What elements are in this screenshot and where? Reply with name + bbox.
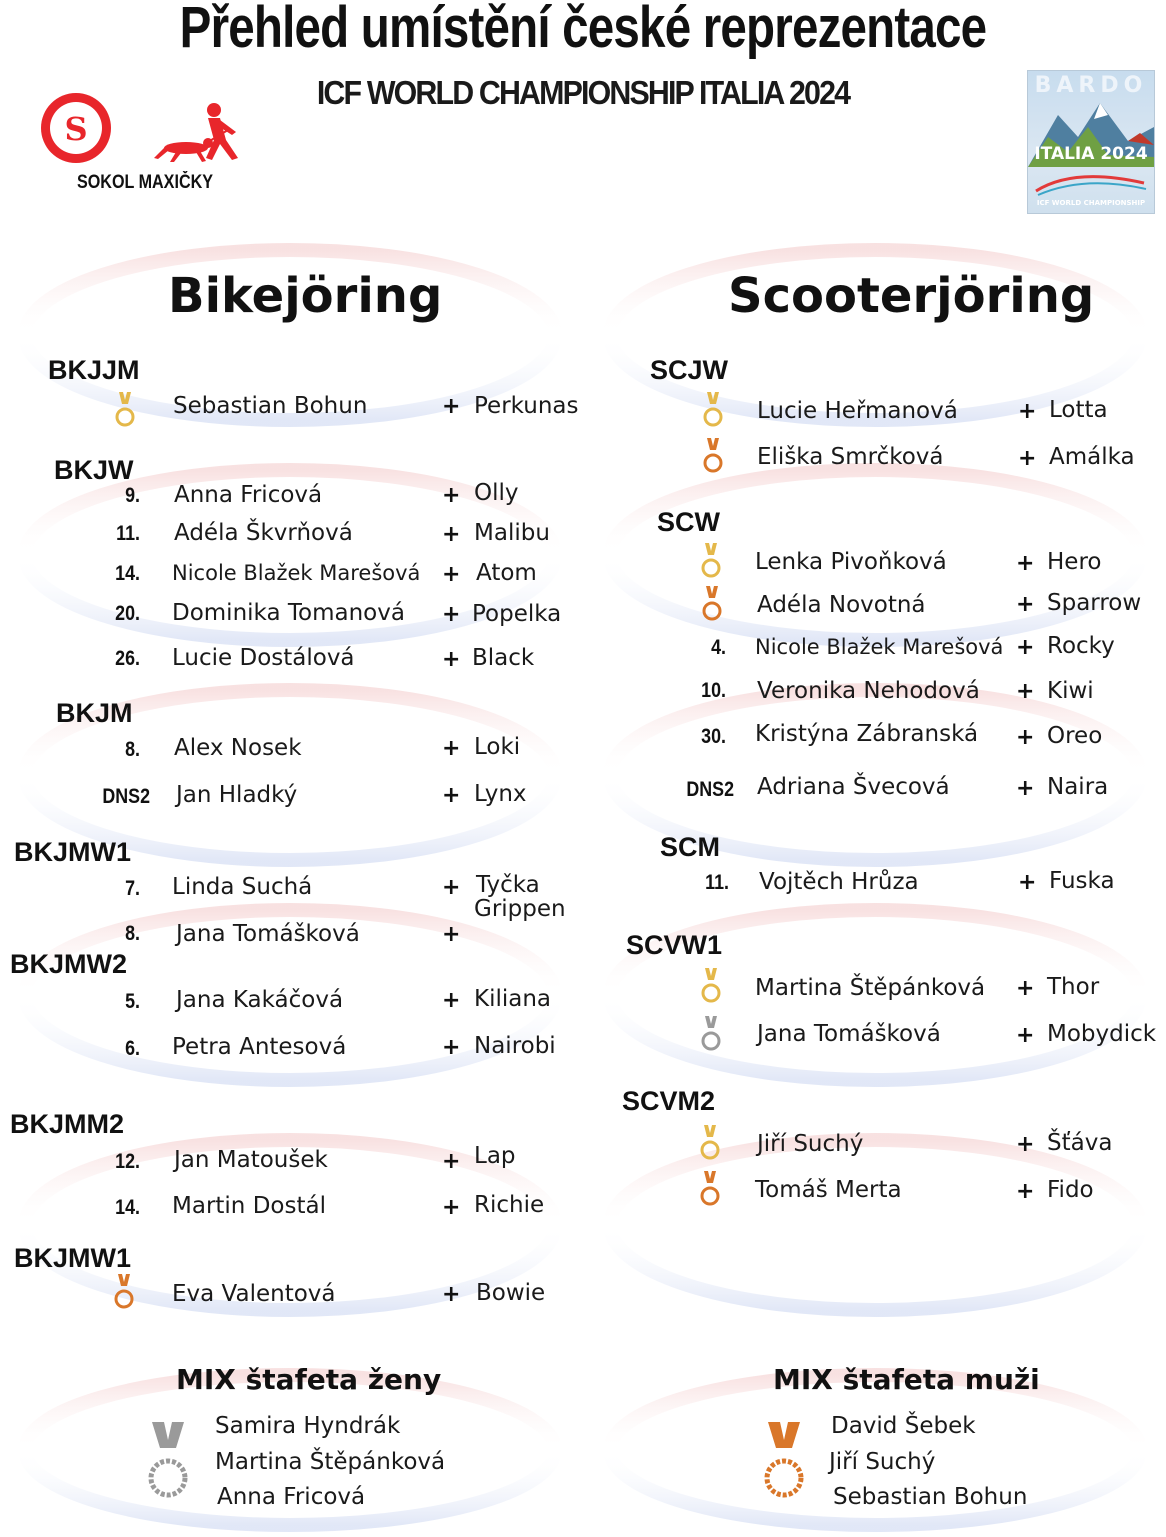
athlete-name: Nicole Blažek Marešová xyxy=(172,561,421,585)
gold-medal-icon xyxy=(700,543,722,579)
athlete-name: Nicole Blažek Marešová xyxy=(755,635,1004,659)
runner-with-dog-icon xyxy=(154,103,238,162)
relay-member: Samira Hyndrák xyxy=(215,1413,401,1439)
plus-sign: + xyxy=(442,922,461,947)
gold-medal-icon xyxy=(699,1125,721,1161)
plus-sign: + xyxy=(1016,1023,1035,1048)
plus-sign: + xyxy=(442,875,461,900)
plus-sign: + xyxy=(442,783,461,808)
bronze-medal-icon xyxy=(701,586,723,622)
category-label: BKJJM xyxy=(48,355,140,385)
scooter-heading: Scooterjöring xyxy=(728,268,1095,324)
club-logo xyxy=(36,88,251,168)
place: DNS2 xyxy=(686,778,735,801)
plus-sign: + xyxy=(442,736,461,761)
dog-name: Nairobi xyxy=(474,1033,556,1059)
relay-men-heading: MIX štafeta muži xyxy=(773,1363,1040,1396)
athlete-name: Jana Kakáčová xyxy=(176,987,344,1013)
place: DNS2 xyxy=(102,785,151,808)
dog-name: Black xyxy=(472,645,535,671)
plus-sign: + xyxy=(1016,976,1035,1001)
dog-name: Bowie xyxy=(476,1280,546,1306)
dog-name: Kiwi xyxy=(1047,678,1094,704)
plus-sign: + xyxy=(1018,399,1037,424)
athlete-name: Adéla Škvrňová xyxy=(174,520,353,546)
category-label: BKJW xyxy=(54,455,134,485)
relay-member: Martina Štěpánková xyxy=(215,1449,446,1475)
plus-sign: + xyxy=(442,394,461,419)
swoosh-icon xyxy=(1034,171,1148,197)
athlete-name: Linda Suchá xyxy=(172,874,313,900)
bike-heading: Bikejöring xyxy=(168,268,443,324)
place: 30. xyxy=(701,725,726,748)
dog-name: Oreo xyxy=(1047,723,1103,749)
plus-sign: + xyxy=(442,1195,461,1220)
gold-medal-icon xyxy=(114,392,136,428)
plus-sign: + xyxy=(1018,870,1037,895)
dog-name: Grippen xyxy=(474,896,566,922)
place: 5. xyxy=(125,990,140,1013)
silver-medal-icon xyxy=(700,1016,722,1052)
relay-women-heading: MIX štafeta ženy xyxy=(176,1363,442,1396)
relay-member: Jiří Suchý xyxy=(829,1449,936,1475)
place: 9. xyxy=(125,484,140,507)
category-label: SCW xyxy=(657,507,720,537)
category-label: SCVW1 xyxy=(626,930,723,960)
athlete-name: Lucie Heřmanová xyxy=(757,398,958,424)
dog-name: Popelka xyxy=(472,601,562,627)
category-label: BKJMW1 xyxy=(14,1243,132,1273)
dog-name: Richie xyxy=(474,1192,545,1218)
dog-name: Fido xyxy=(1047,1177,1094,1203)
gold-medal-icon xyxy=(700,968,722,1004)
place: 4. xyxy=(711,636,726,659)
athlete-name: Lucie Dostálová xyxy=(172,645,355,671)
place: 14. xyxy=(115,1196,140,1219)
bronze-medal-icon xyxy=(113,1274,135,1310)
place: 11. xyxy=(116,522,140,545)
dog-name: Mobydick xyxy=(1047,1021,1157,1047)
plus-sign: + xyxy=(1016,1132,1035,1157)
bronze-medal-icon xyxy=(762,1422,806,1502)
category-label: BKJMM2 xyxy=(10,1109,125,1139)
dog-name: Sparrow xyxy=(1047,590,1142,616)
athlete-name: Adéla Novotná xyxy=(757,592,926,618)
athlete-name: Anna Fricová xyxy=(174,482,323,508)
plus-sign: + xyxy=(442,483,461,508)
athlete-name: Dominika Tomanová xyxy=(172,600,405,626)
page-title: Přehled umístění české reprezentace xyxy=(179,0,987,60)
place: 26. xyxy=(115,647,140,670)
athlete-name: Martin Dostál xyxy=(172,1193,326,1219)
dog-name: Lap xyxy=(474,1143,516,1169)
athlete-name: Veronika Nehodová xyxy=(757,678,980,704)
plus-sign: + xyxy=(1018,446,1037,471)
athlete-name: Jana Tomášková xyxy=(757,1021,941,1047)
dog-name: Lotta xyxy=(1049,397,1108,423)
place: 11. xyxy=(705,871,729,894)
relay-member: David Šebek xyxy=(831,1413,976,1439)
place: 8. xyxy=(125,922,140,945)
dog-name: Tyčka xyxy=(476,872,540,898)
place: 7. xyxy=(125,877,140,900)
relay-member: Anna Fricová xyxy=(217,1484,366,1510)
page-subtitle: ICF WORLD CHAMPIONSHIP ITALIA 2024 xyxy=(316,74,850,111)
dog-name: Malibu xyxy=(474,520,550,546)
category-label: SCVM2 xyxy=(622,1086,716,1116)
athlete-name: Martina Štěpánková xyxy=(755,975,986,1001)
athlete-name: Petra Antesová xyxy=(172,1034,347,1060)
dog-name: Rocky xyxy=(1047,633,1115,659)
athlete-name: Eva Valentová xyxy=(172,1281,336,1307)
dog-name: Fuska xyxy=(1049,868,1115,894)
plus-sign: + xyxy=(442,988,461,1013)
place: 6. xyxy=(125,1037,140,1060)
athlete-name: Sebastian Bohun xyxy=(173,393,368,419)
relay-member: Sebastian Bohun xyxy=(833,1484,1028,1510)
athlete-name: Jana Tomášková xyxy=(176,921,360,947)
dog-name: Naira xyxy=(1047,774,1109,800)
place: 12. xyxy=(115,1150,140,1173)
athlete-name: Kristýna Zábranská xyxy=(755,721,979,747)
bronze-medal-icon xyxy=(699,1171,721,1207)
category-label: BKJMW1 xyxy=(14,837,132,867)
plus-sign: + xyxy=(1016,635,1035,660)
athlete-name: Jan Hladký xyxy=(176,782,298,808)
athlete-name: Alex Nosek xyxy=(174,735,302,761)
place: 10. xyxy=(701,679,726,702)
dog-name: Šťáva xyxy=(1047,1130,1113,1156)
dog-name: Thor xyxy=(1047,974,1100,1000)
plus-sign: + xyxy=(442,562,461,587)
category-label: BKJMW2 xyxy=(10,949,128,979)
plus-sign: + xyxy=(442,1035,461,1060)
category-label: SCJW xyxy=(650,355,729,385)
category-label: SCM xyxy=(660,832,720,862)
dog-name: Loki xyxy=(474,734,521,760)
dog-name: Perkunas xyxy=(474,393,579,419)
dog-name: Lynx xyxy=(474,781,527,807)
event-logo: BARDO ITALIA 2024 ICF WORLD CHAMPIONSHIP xyxy=(1027,70,1155,214)
plus-sign: + xyxy=(1016,776,1035,801)
dog-name: Hero xyxy=(1047,549,1102,575)
plus-sign: + xyxy=(1016,679,1035,704)
plus-sign: + xyxy=(442,1149,461,1174)
athlete-name: Jiří Suchý xyxy=(757,1131,864,1157)
dog-name: Olly xyxy=(474,480,519,506)
club-name: SOKOL MAXIČKY xyxy=(76,172,214,193)
bronze-medal-icon xyxy=(702,438,724,474)
place: 20. xyxy=(115,602,140,625)
place: 14. xyxy=(115,562,140,585)
place: 8. xyxy=(125,738,140,761)
athlete-name: Lenka Pivoňková xyxy=(755,549,947,575)
plus-sign: + xyxy=(1016,725,1035,750)
athlete-name: Adriana Švecová xyxy=(757,774,950,800)
athlete-name: Jan Matoušek xyxy=(174,1147,328,1173)
athlete-name: Eliška Smrčková xyxy=(757,444,944,470)
gold-medal-icon xyxy=(702,392,724,428)
silver-medal-icon xyxy=(146,1422,190,1502)
dog-name: Kiliana xyxy=(474,986,552,1012)
dog-name: Atom xyxy=(476,560,537,586)
plus-sign: + xyxy=(442,647,461,672)
plus-sign: + xyxy=(1016,1179,1035,1204)
dog-name: Amálka xyxy=(1049,444,1135,470)
athlete-name: Vojtěch Hrůza xyxy=(759,869,919,895)
plus-sign: + xyxy=(1016,551,1035,576)
plus-sign: + xyxy=(442,602,461,627)
athlete-name: Tomáš Merta xyxy=(755,1177,902,1203)
plus-sign: + xyxy=(442,522,461,547)
category-label: BKJM xyxy=(56,698,133,728)
svg-text:S: S xyxy=(64,110,88,148)
plus-sign: + xyxy=(1016,592,1035,617)
plus-sign: + xyxy=(442,1282,461,1307)
